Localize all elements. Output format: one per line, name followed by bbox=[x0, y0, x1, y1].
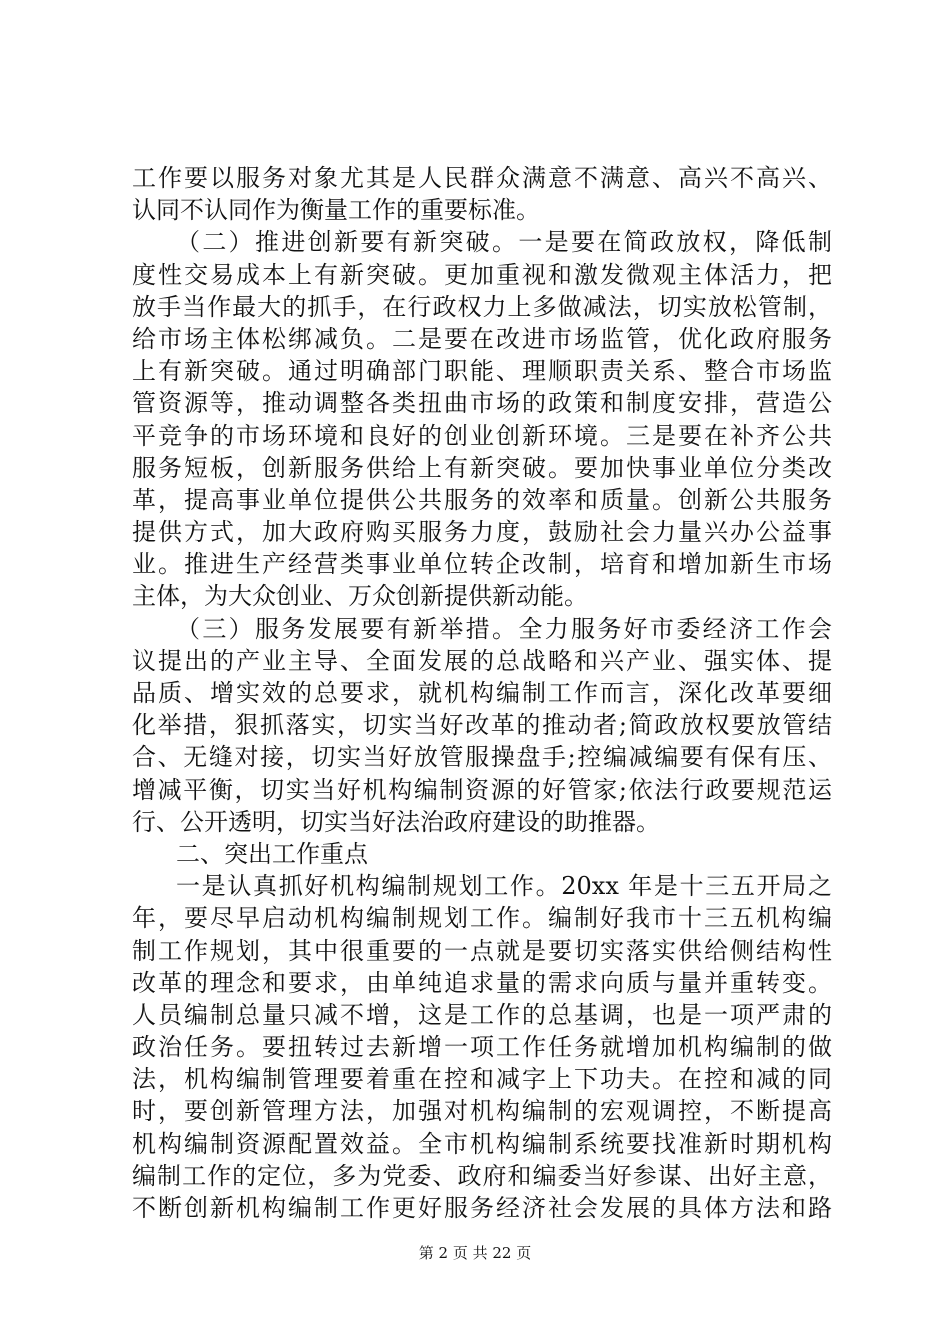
text-line: 年，要尽早启动机构编制规划工作。编制好我市十三五机构编 bbox=[132, 904, 832, 933]
text-line: 给市场主体松绑减负。二是要在改进市场监管，优化政府服务 bbox=[132, 324, 832, 353]
page-number-footer: 第 2 页 共 22 页 bbox=[418, 1244, 532, 1262]
text-line: 时，要创新管理方法，加强对机构编制的宏观调控，不断提高 bbox=[132, 1097, 832, 1126]
text-line: 度性交易成本上有新突破。更加重视和激发微观主体活力，把 bbox=[132, 260, 832, 289]
text-line: 管资源等，推动调整各类扭曲市场的政策和制度安排，营造公 bbox=[132, 389, 832, 418]
text-line: 化举措，狠抓落实，切实当好改革的推动者;简政放权要放管结 bbox=[132, 711, 832, 740]
section-heading: 二、突出工作重点 bbox=[176, 839, 368, 868]
text-line: 机构编制资源配置效益。全市机构编制系统要找准新时期机构 bbox=[132, 1129, 832, 1158]
text-line: 议提出的产业主导、全面发展的总战略和兴产业、强实体、提 bbox=[132, 646, 832, 675]
text-line: 改革的理念和要求，由单纯追求量的需求向质与量并重转变。 bbox=[132, 968, 832, 997]
text-line: 制工作规划，其中很重要的一点就是要切实落实供给侧结构性 bbox=[132, 936, 832, 965]
text-line: 服务短板，创新服务供给上有新突破。要加快事业单位分类改 bbox=[132, 453, 832, 482]
paragraph-start-line: 一是认真抓好机构编制规划工作。20xx 年是十三五开局之 bbox=[176, 872, 832, 901]
text-line: 革，提高事业单位提供公共服务的效率和质量。创新公共服务 bbox=[132, 485, 832, 514]
text-line: 主体，为大众创业、万众创新提供新动能。 bbox=[132, 582, 588, 611]
text-line: 行、公开透明，切实当好法治政府建设的助推器。 bbox=[132, 807, 660, 836]
text-line: 政治任务。要扭转过去新增一项工作任务就增加机构编制的做 bbox=[132, 1033, 832, 1062]
text-line: 工作要以服务对象尤其是人民群众满意不满意、高兴不高兴、 bbox=[132, 164, 832, 192]
document-body bbox=[132, 162, 832, 1224]
text-line: 法，机构编制管理要着重在控和减字上下功夫。在控和减的同 bbox=[132, 1065, 832, 1094]
text-line: 增减平衡，切实当好机构编制资源的好管家;依法行政要规范运 bbox=[132, 775, 832, 804]
text-line: 合、无缝对接，切实当好放管服操盘手;控编减编要有保有压、 bbox=[132, 743, 832, 772]
text-line: 品质、增实效的总要求，就机构编制工作而言，深化改革要细 bbox=[132, 679, 832, 707]
paragraph-start-line: （二）推进创新要有新突破。一是要在简政放权，降低制 bbox=[176, 228, 832, 257]
text-line: 提供方式，加大政府购买服务力度，鼓励社会力量兴办公益事 bbox=[132, 518, 832, 547]
text-line: 人员编制总量只减不增，这是工作的总基调，也是一项严肃的 bbox=[132, 1000, 832, 1029]
text-line: 编制工作的定位，多为党委、政府和编委当好参谋、出好主意， bbox=[132, 1161, 832, 1190]
text-line: 上有新突破。通过明确部门职能、理顺职责关系、整合市场监 bbox=[132, 357, 832, 386]
text-line: 不断创新机构编制工作更好服务经济社会发展的具体方法和路 bbox=[132, 1194, 832, 1222]
paragraph-start-line: （三）服务发展要有新举措。全力服务好市委经济工作会 bbox=[176, 614, 832, 643]
text-line: 平竞争的市场环境和良好的创业创新环境。三是要在补齐公共 bbox=[132, 421, 832, 450]
text-line: 业。推进生产经营类事业单位转企改制，培育和增加新生市场 bbox=[132, 550, 832, 579]
text-line: 放手当作最大的抓手，在行政权力上多做减法，切实放松管制， bbox=[132, 292, 832, 321]
text-line: 认同不认同作为衡量工作的重要标准。 bbox=[132, 196, 540, 225]
